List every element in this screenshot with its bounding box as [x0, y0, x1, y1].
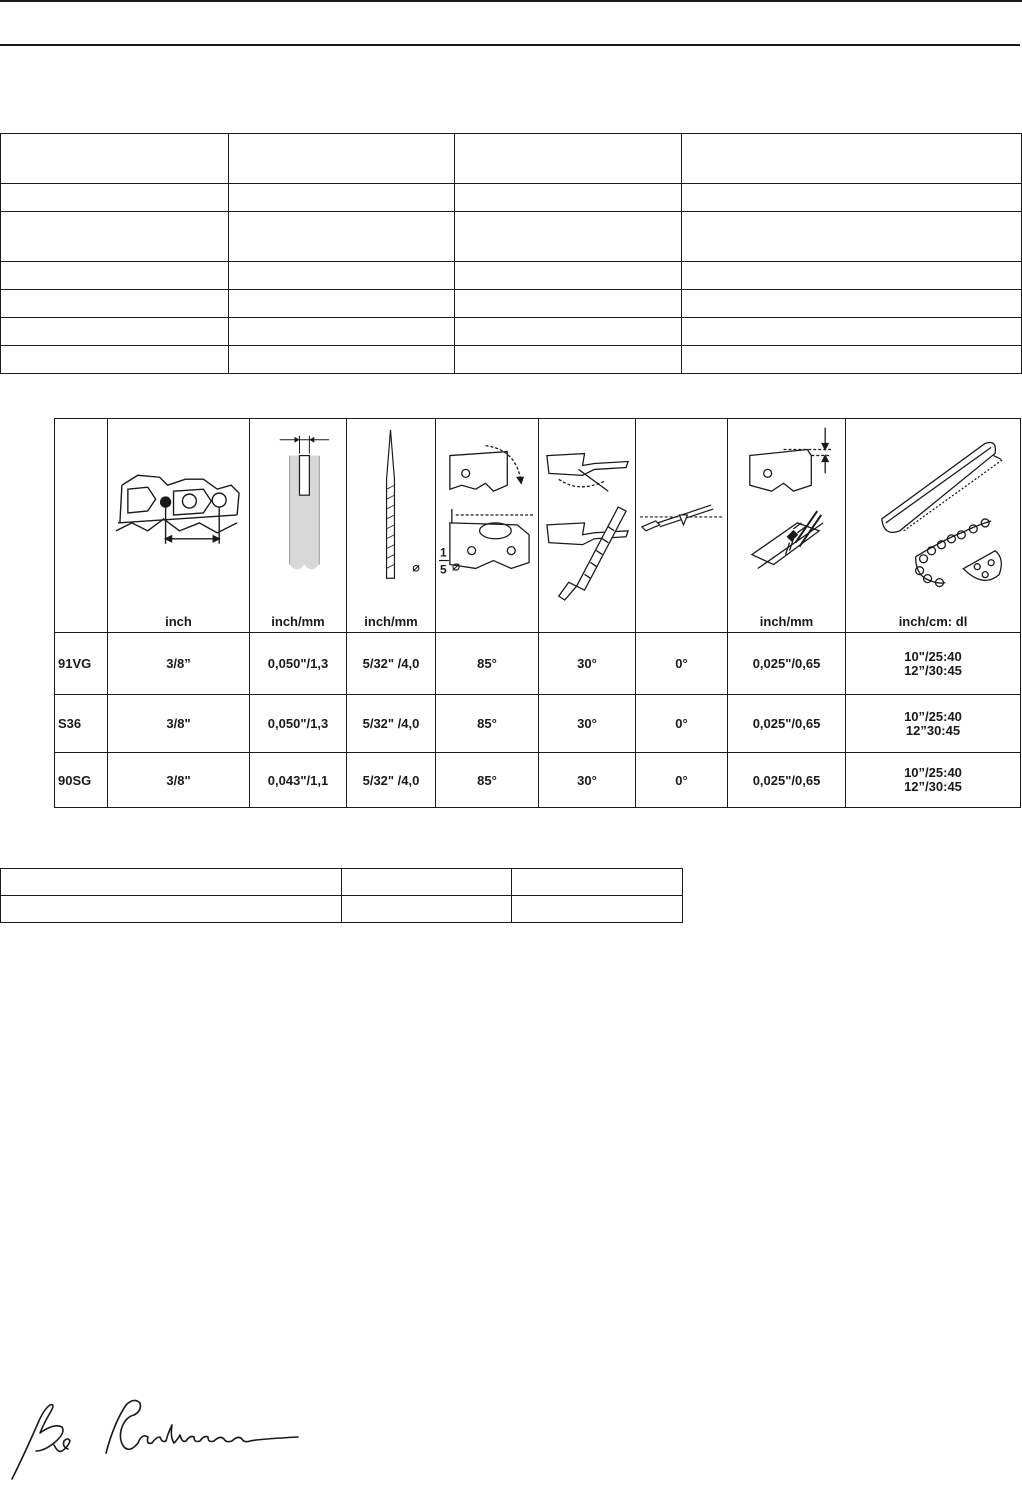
model-cell: S36 — [55, 695, 108, 753]
table-row — [55, 633, 1021, 695]
depth-gauge-icon — [728, 419, 845, 604]
round-file-icon — [347, 419, 435, 604]
table-cell — [1, 290, 229, 318]
bar-length-line: 10”/25:40 — [904, 765, 962, 780]
gauge-cell: 0,043"/1,1 — [250, 753, 347, 808]
top-rule — [0, 0, 1022, 2]
table-cell — [342, 896, 512, 923]
chain-combination-table — [54, 418, 1021, 808]
pitch-cell: 3/8" — [108, 753, 250, 808]
pitch-cell: 3/8" — [108, 695, 250, 753]
guide-bar-chain-icon — [846, 419, 1020, 604]
file-tilt-header-cell — [636, 419, 728, 633]
table-cell — [229, 346, 455, 374]
file-holder-angle-icon — [539, 419, 635, 604]
table-cell — [342, 869, 512, 896]
table-row — [1, 346, 1022, 374]
bar-header-cell — [846, 419, 1021, 633]
table-cell — [455, 134, 682, 184]
table-row — [55, 695, 1021, 753]
table-row — [1, 262, 1022, 290]
fraction-numerator: 1 — [439, 545, 447, 560]
table-cell — [1, 896, 342, 923]
noise-table — [0, 868, 683, 923]
table-cell — [1, 212, 229, 262]
top-plate-angle-icon — [436, 419, 538, 604]
file-tilt-icon — [636, 419, 727, 604]
table-cell — [682, 212, 1022, 262]
table-cell — [682, 262, 1022, 290]
depth-header-cell — [728, 419, 846, 633]
table-cell — [455, 184, 682, 212]
table-row — [1, 212, 1022, 262]
depth-unit-label: inch/mm — [759, 614, 814, 629]
table-cell — [229, 262, 455, 290]
top-plate-angle-cell: 85° — [436, 633, 539, 695]
file-tilt-angle-cell: 0° — [636, 753, 728, 808]
table-cell — [1, 869, 342, 896]
table-cell — [682, 346, 1022, 374]
table-cell — [682, 318, 1022, 346]
model-header-cell — [55, 419, 108, 633]
file-holder-angle-cell: 30° — [539, 753, 636, 808]
table-cell — [512, 896, 683, 923]
gauge-cell: 0,050"/1,3 — [250, 633, 347, 695]
table-cell — [455, 290, 682, 318]
gauge-header-cell — [250, 419, 347, 633]
file-unit-label: inch/mm — [364, 614, 418, 629]
bar-unit-label: inch/cm: dl — [898, 614, 968, 629]
file-cell: 5/32" /4,0 — [347, 695, 436, 753]
model-cell: 91VG — [55, 633, 108, 695]
file-tilt-angle-cell: 0° — [636, 695, 728, 753]
table-row — [1, 290, 1022, 318]
file-holder-angle-cell: 30° — [539, 633, 636, 695]
depth-gauge-cell: 0,025"/0,65 — [728, 633, 846, 695]
model-cell: 90SG — [55, 753, 108, 808]
table-cell — [455, 318, 682, 346]
file-cell: 5/32" /4,0 — [347, 633, 436, 695]
bar-length-line: 12”/30:45 — [904, 779, 962, 794]
table-row — [1, 896, 683, 923]
depth-gauge-cell: 0,025"/0,65 — [728, 695, 846, 753]
table-cell — [682, 134, 1022, 184]
table-row — [55, 753, 1021, 808]
drive-link-gauge-icon — [250, 419, 346, 604]
gauge-unit-label: inch/mm — [271, 614, 325, 629]
table-row — [1, 869, 683, 896]
table-cell — [229, 184, 455, 212]
table-cell — [1, 318, 229, 346]
top-plate-angle-cell: 85° — [436, 753, 539, 808]
pitch-header-cell — [108, 419, 250, 633]
bar-length-line: 12”/30:45 — [904, 662, 962, 678]
specification-table — [0, 133, 1022, 374]
bar-length-cell — [846, 633, 1021, 695]
icon-header-row — [55, 419, 1021, 633]
pitch-unit-label: inch — [165, 614, 192, 629]
bar-length-cell — [846, 753, 1021, 808]
table-cell — [455, 262, 682, 290]
fraction-diameter-symbol: ⌀ — [451, 558, 461, 575]
table-cell — [1, 184, 229, 212]
file-header-cell — [347, 419, 436, 633]
table-cell — [455, 212, 682, 262]
gauge-cell: 0,050"/1,3 — [250, 695, 347, 753]
table-cell — [455, 346, 682, 374]
pitch-cell: 3/8” — [108, 633, 250, 695]
table-cell — [1, 134, 229, 184]
file-holder-angle-cell: 30° — [539, 695, 636, 753]
file-tilt-angle-cell: 0° — [636, 633, 728, 695]
diameter-symbol: ⌀ — [412, 560, 420, 576]
table-row — [1, 134, 1022, 184]
table-cell — [512, 869, 683, 896]
chain-pitch-icon — [108, 419, 249, 604]
signature — [10, 1393, 300, 1483]
table-cell — [1, 346, 229, 374]
bar-length-line: 10"/25:40 — [904, 648, 962, 664]
file-holder-header-cell — [539, 419, 636, 633]
table-cell — [229, 212, 455, 262]
table-cell — [682, 290, 1022, 318]
table-cell — [229, 134, 455, 184]
table-row — [1, 184, 1022, 212]
table-cell — [229, 290, 455, 318]
file-cell: 5/32" /4,0 — [347, 753, 436, 808]
table-cell — [1, 262, 229, 290]
table-cell — [682, 184, 1022, 212]
top-plate-angle-cell: 85° — [436, 695, 539, 753]
table-row — [1, 318, 1022, 346]
bar-length-cell — [846, 695, 1021, 753]
bar-length-line: 12”30:45 — [905, 722, 961, 738]
header-rule — [0, 44, 1020, 46]
top-plate-header-cell — [436, 419, 539, 633]
depth-gauge-cell: 0,025"/0,65 — [728, 753, 846, 808]
bar-length-line: 10”/25:40 — [904, 708, 962, 724]
fraction-denominator: 5 — [439, 562, 447, 577]
table-cell — [229, 318, 455, 346]
